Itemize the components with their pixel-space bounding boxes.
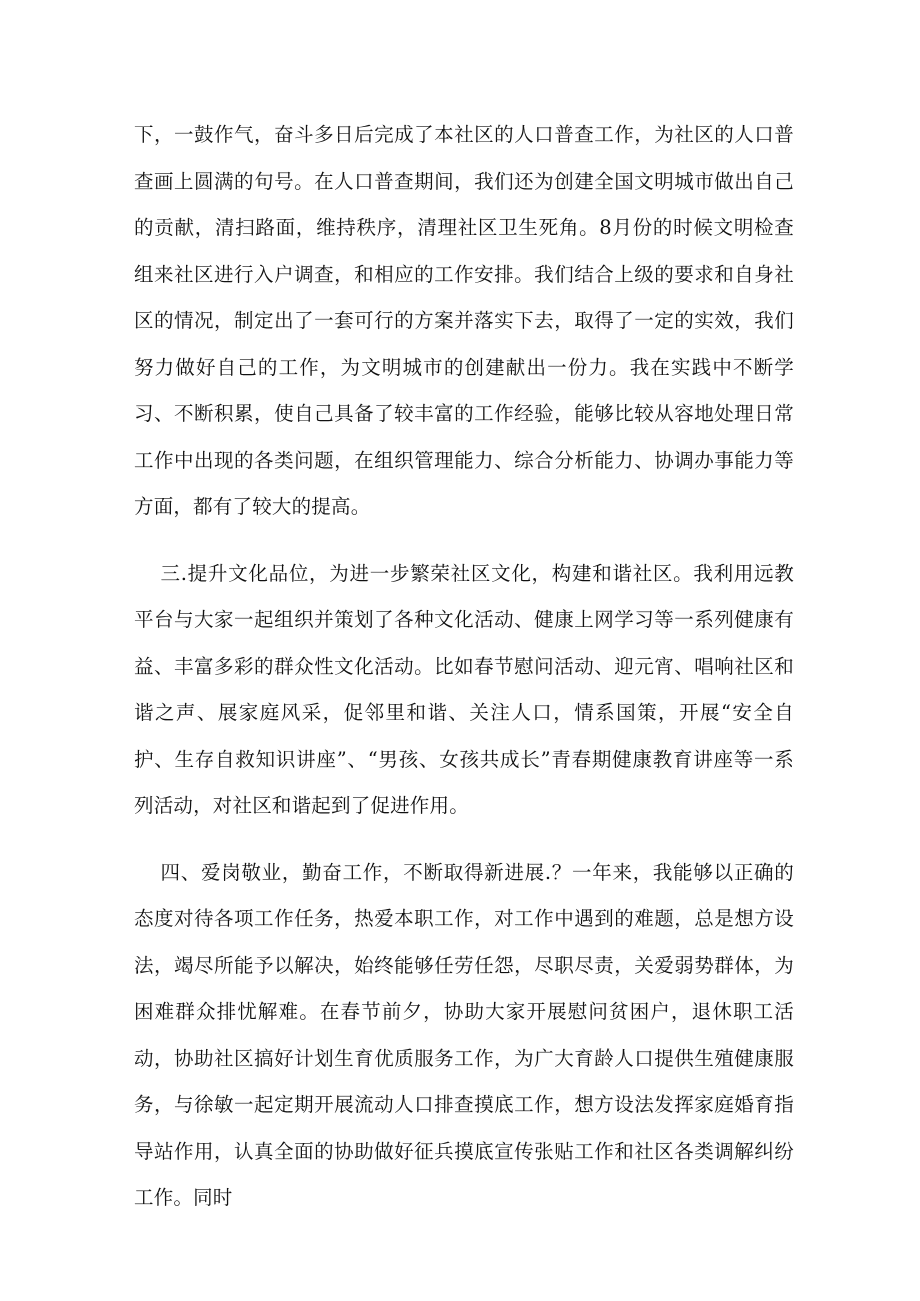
paragraph-continuation: 下，一鼓作气，奋斗多日后完成了本社区的人口普查工作，为社区的人口普查画上圆满的句号。在人口普查期间，我们还为创建全国文明城市做出自己的贡献，清扫路面，维持秩序，清理社区卫生死角。8月份的时候文明检查组来社区进行入户调查，和相应的工作安排。我们结合上级的要求和自身社区的情况，制定出了一套可行的方案并落实下去，取得了一定的实效，我们努力做好自己的工作，为文明城市的创建献出一份力。我在实践中不断学习、不断积累，使自己具备了较丰富的工作经验，能够比较从容地处理日常工作中出现的各类问题，在组织管理能力、综合分析能力、协调办事能力等方面，都有了较大的提高。 [134, 123, 794, 518]
paragraph-section-four-text: 四、爱岗敬业，勤奋工作，不断取得新进展.？一年来，我能够以正确的态度对待各项工作任务，热爱本职工作，对工作中遇到的难题，总是想方设法，竭尽所能予以解决，始终能够任劳任怨，尽职尽责，关爱弱势群体，为困难群众排忧解难。在春节前夕，协助大家开展慰问贫困户，退休职工活动，协助社区搞好计划生育优质服务工作，为广大育龄人口提供生殖健康服务，与徐敏一起定期开展流动人口排查摸底工作，想方设法发挥家庭婚育指导站作用，认真全面的协助做好征兵摸底宣传张贴工作和社区各类调解纠纷工作。同时 [134, 860, 794, 1209]
paragraph-section-four [134, 850, 794, 1222]
paragraph-section-three-text: 三.提升文化品位，为进一步繁荣社区文化，构建和谐社区。我利用远教平台与大家一起组织并策划了各种文化活动、健康上网学习等一系列健康有益、丰富多彩的群众性文化活动。比如春节慰问活动、迎元宵、唱响社区和谐之声、展家庭风采，促邻里和谐、关注人口，情系国策，开展“安全自护、生存自救知识讲座”、“男孩、女孩共成长”青春期健康教育讲座等一系列活动，对社区和谐起到了促进作用。 [134, 561, 794, 817]
paragraph-section-three [134, 551, 794, 830]
